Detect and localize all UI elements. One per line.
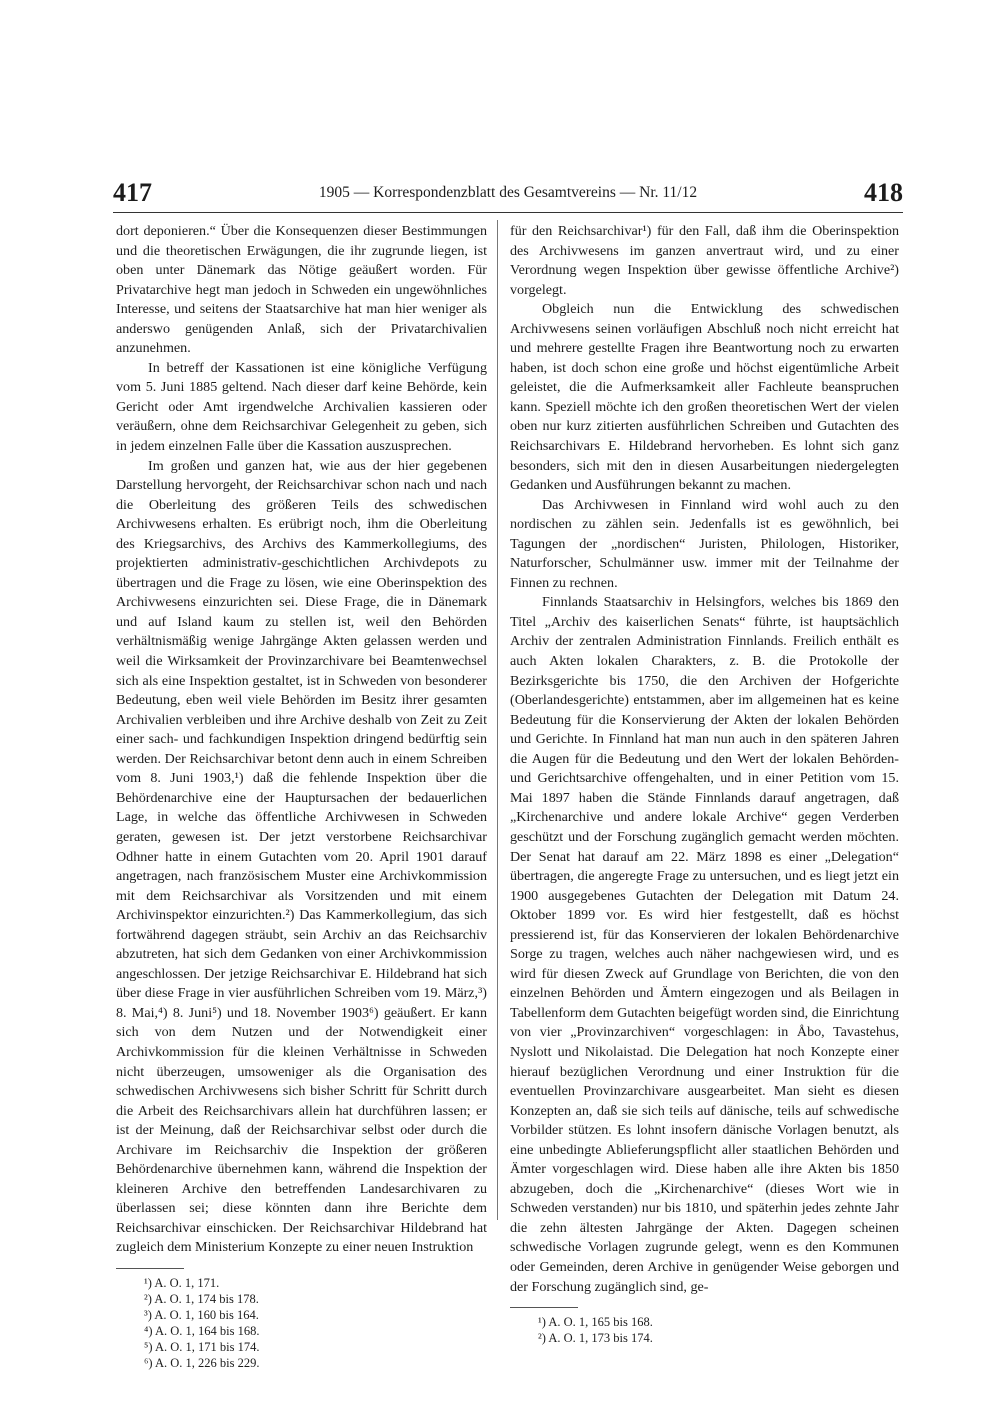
right-paragraph-4: Finnlands Staatsarchiv in Helsingfors, welches bis 1869 den Titel „Archiv des kaiserlichen Senats“ führte, ist hauptsächlich Archiv der zentralen Administration Finnlands. Freilich enthält es auch Akten lokalen Charakters, z. B. die Protokolle der Bezirksgerichte bis 1750, die den Archiven der Hofgerichte (Oberlandesgerichte) entstammen, aber im allgemeinen hat es keine Bedeutung für die Konservierung der Akten der lokalen Behörden und Gerichte. In Finnland hat man nun auch in den späteren Jahren die Augen für die Bedeutung und den Wert der lokalen Behörden- und Gerichtsarchive offengehalten, und in einer Petition vom 15. Mai 1897 haben die Stände Finnlands darauf angetragen, daß „Kirchenarchive und andere lokale Archive“ gegen Verderben geschützt und der Forschung zugänglich gemacht werden möchten. Der Senat hat darauf am 22. März 1898 es einer „Delegation“ übertragen, die angeregte Frage zu untersuchen, und es liegt jetzt ein 1900 ausgegebenes Gutachten der Delegation mit Datum 24. Oktober 1899 vor. Es wird hier festgestellt, daß es höchst pressierend ist, für das Konservieren der lokalen Behördenarchive Sorge zu tragen, welches auch näher nachgewiesen wird, und es wird für diesen Zweck auf Grundlage von Berichten, die von den einzelnen Behörden und Ämtern eingezogen und als Beilagen in Tabellenform dem Gutachten beigefügt worden sind, die Einrichtung von vier „Provinzarchiven“ vorgeschlagen: in Åbo, Tavastehus, Nyslott und Nikolaistad. Die Delegation hat noch Konzepte einer hierauf bezüglichen Verordnung und einer Instruktion für die eventuellen Provinzarchivare ausgearbeitet. Man sieht es diesen Konzepten an, daß sie sich teils auf dänische, teils auf schwedische Vorbilder stützen. Es lohnt insofern dänische Vorlagen benutzt, als eine unbedingte Ablieferungspflicht aller staatlichen Behörden und Ämter vorgeschlagen wird. Diese haben alle ihre Akten bis 1850 abzugeben, doch die „Kirchenarchive“ (dieses Wort wie in Schweden verstanden) nur bis 1810, und späterhin jedes zehnte Jahr die zehn ältesten Jahrgänge der Akten. Dagegen scheinen schwedische Vorlagen zugrunde gelegt, wenn es den Kommunen oder Gemeinden, deren Archive in genügender Weise geborgen und der Forschung zugänglich sind, ge- [510,594,899,1295]
right-paragraph-3: Das Archivwesen in Finnland wird wohl auch zu den nordischen zu zählen sein. Jedenfalls ist es gewöhnlich, bei Tagungen der „nordischen“ Juristen, Philologen, Historiker, Naturforscher, Schulmänner usw. immer mit der Teilnahme der Finnen zu rechnen. [510,496,899,591]
footnote: ³) A. O. 1, 160 bis 164. [144,1307,259,1322]
header-rule [113,212,903,213]
running-head: 1905 — Korrespondenzblatt des Gesamtvereins — Nr. 11/12 [318,184,698,201]
footnote: ⁴) A. O. 1, 164 bis 168. [144,1323,260,1338]
footnote: ¹) A. O. 1, 165 bis 168. [538,1315,653,1330]
footnote: ⁵) A. O. 1, 171 bis 174. [144,1339,260,1354]
page-header [113,178,903,214]
left-paragraph-3: Im großen und ganzen hat, wie aus der hier gegebenen Darstellung hervorgeht, der Reichsarchivar schon nach und nach die Oberleitung des größeren Teils des schwedischen Archivwesens erhalten. Es erübrigt noch, ihm die Oberleitung des Kriegsarchivs, des Archivs des Kammerkollegiums, des projektierten administrativ-geschichtlichen Archivdepots zu übertragen und die Frage zu lösen, wie eine Oberinspektion des Archivwesens einzurichten sei. Diese Frage, die in Dänemark und auf Island kaum zu stellen ist, weil den Behörden verhältnismäßig wenige Jahrgänge Akten gelassen werden und weil die Wirksamkeit der Provinzarchivare bei Beamtenwechsel sich als eine Inspektion gestaltet, ist in Schweden von besonderer Bedeutung, eben weil viele Behörden im Besitz ihrer gesamten Archivalien verbleiben und ihre Archive deshalb von Zeit zu Zeit einer sach- und fachkundigen Inspektion dringend bedürftig sein werden. Der Reichsarchivar betont denn auch in einem Schreiben vom 8. Juni 1903,¹) daß die fehlende Inspektion über die Behördenarchive eine der Hauptursachen der bedauerlichen Lage, in welche das öffentliche Archivwesen in Schweden geraten, gewesen ist. Der jetzt verstorbene Reichsarchivar Odhner hatte in einem Gutachten vom 20. April 1901 darauf angetragen, nach französischem Muster eine Archivkommission mit dem Reichsarchivar als Vorsitzenden und mit einem Archivinspektor einzurichten.²) Das Kammerkollegium, das sich fortwährend dagegen sträubt, sein Archiv an das Reichsarchiv abzutreten, hat sich dem Gedanken von einer Archivkommission angeschlossen. Der jetzige Reichsarchivar E. Hildebrand hat sich über diese Frage in vier ausführlichen Schreiben vom 19. März,³) 8. Mai,⁴) 8. Juni⁵) und 18. November 1903⁶) geäußert. Er kann sich von dem Nutzen und der Notwendigkeit einer Archivkommission für die kleinen Verhältnisse in Schweden nicht überzeugen, umsoweniger als die Organisation des schwedischen Archivwesens sich bisher Schritt für Schritt durch die Arbeit des Reichsarchivars allein hat durchführen lassen; er ist der Meinung, daß der Reichsarchivar selbst oder durch die Archivare im Reichsarchiv die Inspektion der größeren Behördenarchive übernehmen kann, während die Inspektion der kleineren Archive den betreffenden Landesarchivaren zu überlassen sei; diese könnten dann ihre Berichte dem Reichsarchivar einschicken. Der Reichsarchivar Hildebrand hat zugleich dem Ministerium Konzepte zu einer neuen Instruktion [116,457,487,1256]
footnote: ¹) A. O. 1, 171. [144,1275,220,1290]
column-divider [497,220,498,1220]
right-page-number: 418 [864,178,903,207]
right-paragraph-2: Obgleich nun die Entwicklung des schwedischen Archivwesens seinen vorläufigen Abschluß noch nicht erreicht hat und mehrere gestellte Fragen ihre Beantwortung noch zu erwarten haben, ist doch schon eine große und höchst eigentümliche Arbeit geleistet, die die Aufmerksamkeit aller Fachleute beanspruchen kann. Speziell möchte ich den großen theoretischen Wert der vielen oben nur kurz zitierten ausführlichen Schreiben und Gutachten des Reichsarchivars E. Hildebrand hervorheben. Es lohnt sich ganz besonders, sich mit den in diesen Ausarbeitungen niedergelegten Gedanken und Ausführungen bekannt zu machen. [510,301,899,494]
footnote: ²) A. O. 1, 174 bis 178. [144,1291,259,1306]
footnote-rule [116,1268,184,1269]
footnote: ⁶) A. O. 1, 226 bis 229. [144,1355,260,1370]
footnote: ²) A. O. 1, 173 bis 174. [538,1331,653,1346]
left-column [116,222,487,1371]
right-paragraph-1: für den Reichsarchivar¹) für den Fall, daß ihm die Oberinspektion des Archivwesens im ganzen anvertraut wird, und zu einer Verordnung wegen Inspektion über gewisse öffentliche Archive²) vorgelegt. [510,223,899,298]
left-paragraph-1: dort deponieren.“ Über die Konsequenzen dieser Bestimmungen und die theoretischen Erwägungen, die ihr zugrunde liegen, ist oben unter Dänemark das Nötige geäußert worden. Für Privatarchive hegt man jedoch in Schweden ein ungewöhnliches Interesse, und seitens der Staatsarchive hat man hier weniger als anderswo genügenden Anlaß, sich der Privatarchivalien anzunehmen. [116,223,487,357]
right-column [510,222,899,1346]
left-page-number: 417 [113,178,152,207]
left-paragraph-2: In betreff der Kassationen ist eine königliche Verfügung vom 5. Juni 1885 geltend. Nach dieser darf keine Behörde, kein Gericht oder Amt irgendwelche Archivalien kassieren oder veräußern, ohne dem Reichsarchivar Gelegenheit zu geben, sich in jedem einzelnen Falle über die Kassation auszusprechen. [116,359,487,455]
footnote-rule [510,1307,578,1308]
